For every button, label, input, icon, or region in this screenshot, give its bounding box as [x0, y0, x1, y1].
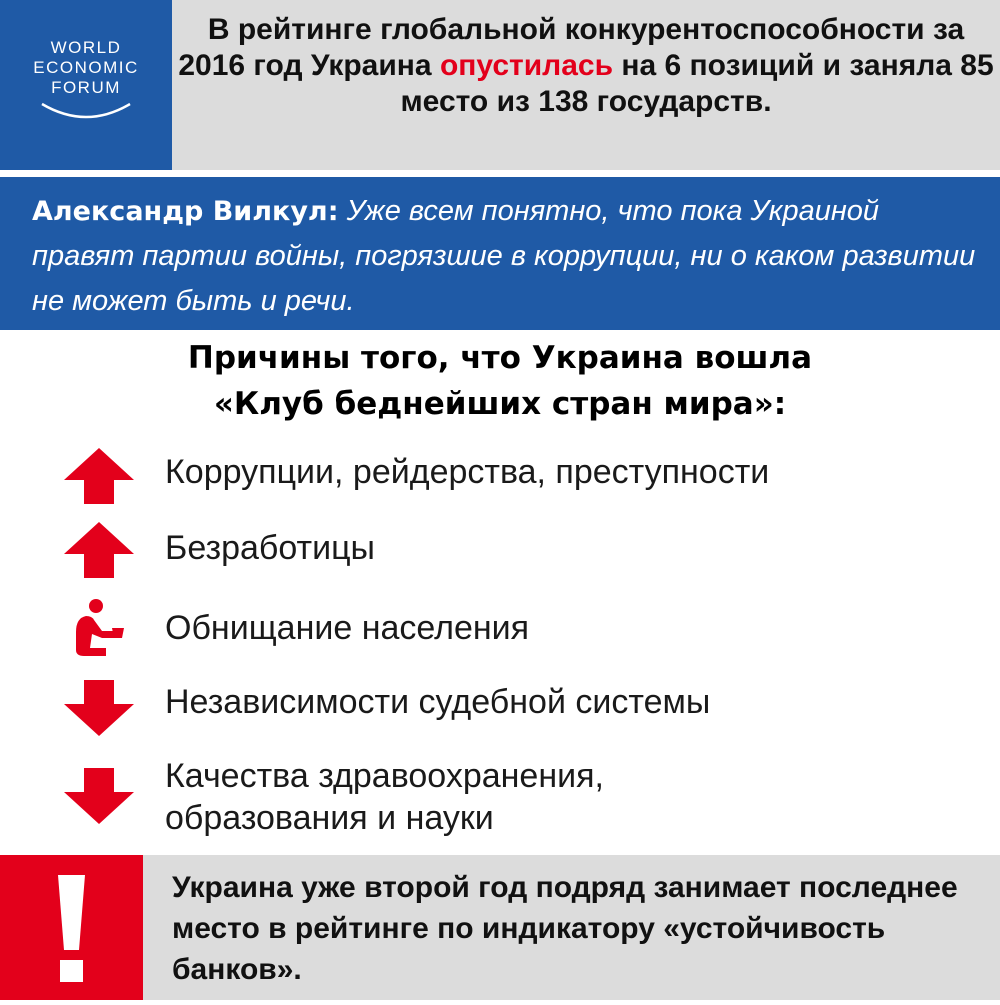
reason-item-5: [165, 755, 604, 839]
header: [0, 0, 1000, 170]
headline: [178, 12, 994, 120]
footer: [0, 855, 1000, 1000]
quote-body: Уже всем понятно, что пока Украиной правят партии войны, погрязшие в коррупции, ни о каком развитии не может быть и речи.: [32, 195, 976, 317]
quote-band: [0, 177, 1000, 330]
logo-line-3: FORUM: [51, 78, 121, 97]
reasons-title-line-2: «Клуб беднейших стран мира»:: [213, 386, 787, 422]
reason-item-5-line-2: образования и науки: [165, 799, 494, 837]
reason-item-1: Коррупции, рейдерства, преступности: [165, 453, 770, 491]
quote-text: [32, 189, 982, 324]
reasons-title-line-1: Причины того, что Украина вошла: [187, 340, 813, 376]
headline-part-1: В рейтинге глобальной конкурентоспособности за 2016 год Украина: [178, 13, 965, 82]
reason-item-5-line-1: Качества здравоохранения,: [165, 757, 604, 795]
beggar-icon: [62, 598, 136, 658]
arrow-up-icon: [62, 520, 136, 580]
reasons-title: [0, 335, 1000, 427]
arrow-down-icon: [62, 766, 136, 826]
headline-part-2: на 6 позиций и заняла 85 место из 138 государств.: [400, 49, 994, 118]
footer-text: Украина уже второй год подряд занимает последнее место в рейтинге по индикатору «устойчивость банков».: [172, 871, 958, 986]
logo-box: [0, 0, 172, 170]
exclamation-box: [0, 855, 143, 1000]
exclamation-icon: [0, 855, 143, 1000]
quote-author: Александр Вилкул:: [32, 196, 339, 227]
reason-item-3: Обнищание населения: [165, 609, 530, 647]
logo-line-1: WORLD: [50, 38, 122, 57]
wef-logo: [18, 38, 154, 128]
arrow-down-icon: [62, 678, 136, 738]
headline-highlight: опустилась: [439, 49, 614, 82]
reason-item-2: Безработицы: [165, 529, 375, 567]
arrow-up-icon: [62, 446, 136, 506]
logo-line-2: ECONOMIC: [33, 58, 139, 77]
logo-arc-icon: [38, 100, 134, 122]
reason-item-4: Независимости судебной системы: [165, 683, 711, 721]
